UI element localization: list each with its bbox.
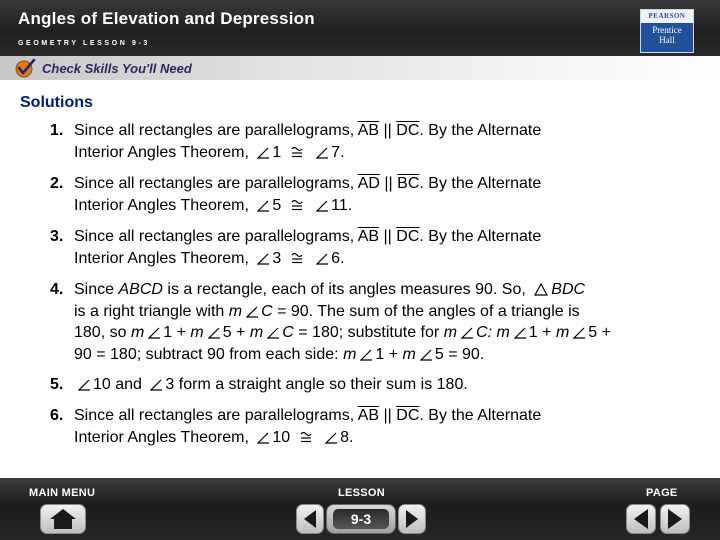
angle-icon <box>267 327 279 339</box>
lesson-label: LESSON <box>338 487 386 499</box>
parallel-symbol: || <box>383 407 392 424</box>
solution-item-4 <box>50 279 650 365</box>
congruent-icon <box>290 198 304 212</box>
measure-m: m <box>496 324 510 341</box>
plus-sign: + <box>601 324 611 341</box>
angle-icon <box>360 349 372 361</box>
page-prev-button[interactable] <box>626 504 656 534</box>
plus-sign: + <box>388 345 399 363</box>
item-text: Since <box>74 281 115 298</box>
logo-brand: PEARSON <box>641 10 693 23</box>
item-text: and <box>115 376 142 393</box>
measure-m: m <box>343 345 357 363</box>
congruent-icon <box>290 145 304 159</box>
segment: $\overline{BC}$ <box>397 175 420 192</box>
angle-number: 11 <box>331 196 348 214</box>
segment: $\overline{DC}$ <box>396 228 420 245</box>
angle-icon <box>257 200 269 212</box>
logo-line-1: Prentice <box>652 25 682 35</box>
angle-number: 3 <box>272 249 282 267</box>
lesson-number: 9-3 <box>333 509 389 529</box>
angle-icon <box>148 327 160 339</box>
solution-item-5 <box>50 374 650 396</box>
measure-m: m <box>402 345 416 363</box>
angle-icon <box>257 253 269 265</box>
angle-icon <box>420 349 432 361</box>
angle-number: 10 <box>272 428 291 446</box>
logo-line-2: Hall <box>659 35 675 45</box>
item-text: Since all rectangles are parallelograms, <box>74 122 355 139</box>
segment: $\overline{AB}$ <box>357 228 380 245</box>
measure-m: m <box>130 324 145 341</box>
angle-icon <box>257 432 269 444</box>
segment: $\overline{AB}$ <box>357 122 380 139</box>
solutions-panel <box>0 80 720 478</box>
angle-icon <box>461 327 473 339</box>
publisher-logo <box>640 9 694 53</box>
angle-icon <box>514 327 526 339</box>
plus-sign: + <box>542 324 552 341</box>
lesson-indicator[interactable] <box>326 504 396 534</box>
solution-item-1 <box>50 120 650 163</box>
item-text: . <box>347 196 353 214</box>
logo-imprint <box>641 25 693 45</box>
angle-icon <box>316 253 328 265</box>
item-text: is a right triangle with <box>74 302 225 320</box>
angle-icon <box>325 432 337 444</box>
triangle-icon <box>534 283 548 296</box>
angle-number: 1 <box>272 143 282 161</box>
prev-arrow-icon <box>632 508 650 530</box>
page-title: Angles of Elevation and Depression <box>18 9 315 28</box>
solution-item-2 <box>50 173 650 216</box>
congruent-icon <box>299 430 313 444</box>
angle-label: C <box>282 324 294 341</box>
main-menu-button[interactable] <box>40 504 86 534</box>
item-text: form a straight angle so their sum is 180. <box>178 376 468 393</box>
figure-name: ABCD <box>118 281 163 298</box>
angle-icon <box>246 306 258 318</box>
parallel-symbol: || <box>383 122 392 139</box>
parallel-symbol: || <box>383 228 392 245</box>
angle-label: C: <box>476 324 493 341</box>
segment: $\overline{AB}$ <box>357 407 380 424</box>
item-text: . By the Alternate <box>419 175 542 192</box>
angle-icon <box>316 147 328 159</box>
item-text: Since all rectangles are parallelograms, <box>74 175 355 192</box>
header-bar <box>0 0 720 56</box>
check-skills-band <box>0 56 720 80</box>
measure-m: m <box>249 324 264 341</box>
prev-arrow-icon <box>302 509 318 529</box>
item-text: . By the Alternate <box>419 407 542 424</box>
plus-sign: + <box>236 324 246 341</box>
angle-number: 7 <box>331 143 341 161</box>
measure-m: m <box>555 324 570 341</box>
plus-sign: + <box>176 324 186 341</box>
lesson-subtitle: GEOMETRY LESSON 9-3 <box>18 40 150 47</box>
angle-number: 5 <box>222 324 232 341</box>
angle-number: 6 <box>331 249 341 267</box>
item-text: Interior Angles Theorem, <box>74 428 249 446</box>
angle-number: 10 <box>93 376 111 393</box>
measure-m: m <box>228 302 243 320</box>
item-text: Interior Angles Theorem, <box>74 143 249 161</box>
page-label: PAGE <box>646 487 678 499</box>
congruent-icon <box>290 251 304 265</box>
angle-number: 5 <box>588 324 598 341</box>
angle-number: 1 <box>163 324 173 341</box>
item-text: Since all rectangles are parallelograms, <box>74 407 355 424</box>
item-text: . By the Alternate <box>419 228 542 245</box>
angle-icon <box>573 327 585 339</box>
main-menu-label: MAIN MENU <box>29 487 96 499</box>
item-text: 180, so <box>74 324 127 341</box>
angle-icon <box>78 379 90 391</box>
item-number: 5. <box>50 376 64 393</box>
item-text: . <box>348 428 354 446</box>
solution-item-3 <box>50 226 650 269</box>
solution-item-6 <box>50 405 650 448</box>
lesson-next-button[interactable] <box>398 504 426 534</box>
item-number: 6. <box>50 407 64 424</box>
page-next-button[interactable] <box>660 504 690 534</box>
check-icon <box>14 58 36 78</box>
item-number: 1. <box>50 122 64 139</box>
home-icon <box>49 508 77 530</box>
angle-icon <box>316 200 328 212</box>
measure-m: m <box>443 324 458 341</box>
angle-number: 8 <box>340 428 349 446</box>
item-number: 3. <box>50 228 64 245</box>
next-arrow-icon <box>666 508 684 530</box>
item-text: is a rectangle, each of its angles measures 90. So, <box>167 281 526 298</box>
segment: $\overline{DC}$ <box>396 122 420 139</box>
item-text: . <box>340 249 345 267</box>
segment: $\overline{DC}$ <box>396 407 420 424</box>
item-text: = 90. The sum of the angles of a triangle is <box>277 302 580 320</box>
item-text: . <box>340 143 345 161</box>
next-arrow-icon <box>404 509 420 529</box>
angle-icon <box>208 327 220 339</box>
item-text: = 90. <box>448 345 485 363</box>
footer-nav <box>0 478 720 540</box>
angle-number: 5 <box>272 196 282 214</box>
angle-number: 5 <box>434 345 444 363</box>
angle-icon <box>257 147 269 159</box>
item-number: 2. <box>50 175 64 192</box>
item-text: Interior Angles Theorem, <box>74 249 249 267</box>
item-text: . By the Alternate <box>419 122 542 139</box>
parallel-symbol: || <box>384 175 393 192</box>
angle-icon <box>150 379 162 391</box>
solutions-heading: Solutions <box>20 94 93 111</box>
item-text: = 180; substitute for <box>298 324 440 341</box>
item-text: 90 = 180; subtract 90 from each side: <box>74 345 339 363</box>
lesson-prev-button[interactable] <box>296 504 324 534</box>
item-text: Interior Angles Theorem, <box>74 196 249 214</box>
check-skills-label: Check Skills You'll Need <box>42 61 192 76</box>
item-text: Since all rectangles are parallelograms, <box>74 228 355 245</box>
segment: $\overline{AD}$ <box>357 175 380 192</box>
angle-number: 3 <box>165 376 175 393</box>
measure-m: m <box>190 324 204 341</box>
angle-number: 1 <box>528 324 538 341</box>
item-number: 4. <box>50 281 64 298</box>
angle-number: 1 <box>375 345 385 363</box>
triangle-name: BDC <box>551 281 586 298</box>
angle-label: C <box>261 302 273 320</box>
